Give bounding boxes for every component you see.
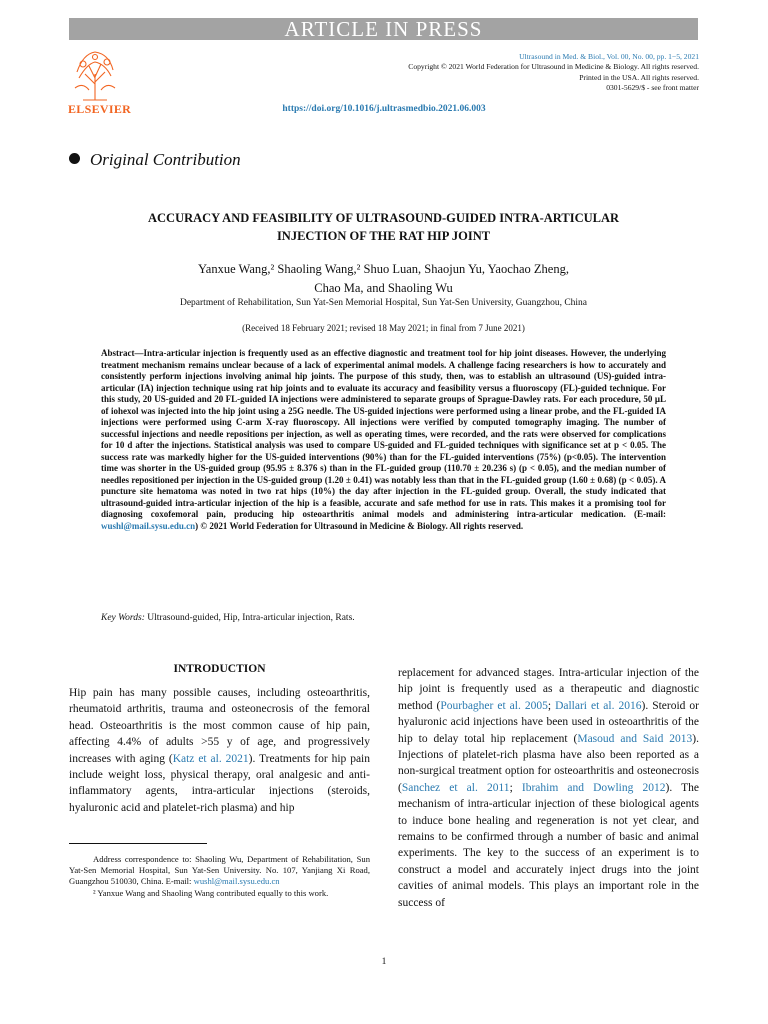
intro-left-column	[69, 685, 370, 816]
citation-link[interactable]: Pourbagher et al. 2005	[440, 699, 548, 712]
intro-text: ). Treatments for hip pain include weight loss, physical therapy, oral analgesic and anti-inflammatory agents, intra-articular injections (steroids, hyaluronic acid and platelet-rich plasma) and hip	[69, 752, 370, 814]
section-label-text: Original Contribution	[90, 150, 241, 169]
title-line: ACCURACY AND FEASIBILITY OF ULTRASOUND-GUIDED INTRA-ARTICULAR	[147, 211, 620, 225]
intro-text: Hip pain has many possible causes, including osteoarthritis, rheumatoid arthritis, trauma and osteonecrosis of the femoral head. Osteoarthritis is the most common cause of hip pain, affecting 4.4% of adults >55 y of age, and progressively increases with aging (	[69, 687, 370, 765]
issn-line: 0301-5629/$ - see front matter	[606, 82, 699, 92]
article-title	[69, 209, 698, 245]
abstract-text: Abstract—Intra-articular injection is frequently used as an effective diagnostic and treatment tool for hip joint diseases. However, the underlying treatment mechanism remains unclear because of a lack of experimental animal models. A challenge facing researchers is how to accurately and consistently perform injections involving animal hip joints. The purpose of this study, then, was to establish an ultrasound (US)-guided intra-articular (IA) injection technique using rat hip joints and to evaluate its accuracy and feasibility versus a fluoroscopy (FL)-guided technique. For this study, 20 US-guided and 20 FL-guided IA injections were administered to separate groups of Sprague-Dawley rats. For each procedure, 50 μL of iohexol was injected into the hip joint using a 25G needle. The US-guided injections were performed using a linear probe, and the FL-guided IA injections were performed using C-arm X-ray fluoroscopy. All injections were verified by computed tomography imaging. The number of successful injections and needle repositions per injection, as well as operating times, were recorded, and the rats were observed for complications for 10 d after the injections. Statistical analysis was used to compare US-guided and FL-guided techniques with significance set at p < 0.05. The success rate was markedly higher for the US-guided interventions (90%) than for the FL-guided interventions (75%) (p<0.05). The intervention time was shorter in the US-guided group (95.95 ± 8.376 s) than in the FL-guided group (110.70 ± 20.236 s) (p < 0.05), and the median number of needles repositioned per injection in the US-guided group (1.20 ± 0.41) was notably less than that in the FL-guided group (1.60 ± 0.68) (p < 0.05). A puncture site hematoma was noted in two rat hips (10%) the day after injection in the FL-guided group. Overall, the study indicated that ultrasound-guided intra-articular injection of the hip is a feasible, accurate and safe method for use in rats. This makes it a promising tool for diagnosing coxofemoral pain, producing hip osteoarthritis animal models and administering intra-articular medication. (E-mail:	[101, 348, 666, 519]
citation-link[interactable]: Dallari et al. 2016	[555, 699, 642, 712]
keywords-label: Key Words:	[101, 613, 145, 623]
affiliation: Department of Rehabilitation, Sun Yat-Sen Memorial Hospital, Sun Yat-Sen University, Guangzhou, China	[179, 298, 588, 308]
footnote-divider	[69, 843, 207, 844]
intro-text: ;	[509, 781, 522, 794]
elsevier-wordmark: ELSEVIER	[68, 102, 132, 116]
abstract	[101, 348, 666, 532]
citation-link[interactable]: Ibrahim and Dowling 2012	[521, 781, 666, 794]
intro-text: ). Injections of platelet-rich plasma have also been reported as a non-surgical treatment option for osteoarthritis and osteonecrosis (	[398, 732, 699, 794]
page-number: 1	[381, 957, 387, 967]
doi-link[interactable]: https://doi.org/10.1016/j.ultrasmedbio.2021.06.003	[282, 104, 486, 114]
intro-text: replacement for advanced stages. Intra-articular injection of the hip joint is frequently used as a therapeutic and diagnostic method (	[398, 667, 699, 712]
copyright-line: Copyright © 2021 World Federation for Ultrasound in Medicine & Biology. All rights reserved.	[408, 62, 699, 72]
footnote-equal-contribution: ² Yanxue Wang and Shaoling Wang contributed equally to this work.	[93, 887, 329, 898]
journal-info	[408, 52, 699, 93]
intro-right-column	[398, 665, 699, 911]
citation-link[interactable]: Sanchez et al. 2011	[401, 781, 510, 794]
keywords	[101, 613, 666, 623]
authors-line: Chao Ma, and Shaoling Wu	[314, 281, 453, 295]
intro-text: ). The mechanism of intra-articular injection of these biological agents to induce bone healing and regeneration is not yet clear, and remains to be confirmed through a number of basic and animal experiments. The key to the success of an experiment is to construct a model and accurately inject drugs into the joint cavities of animal models. This plays an important role in the success of	[398, 781, 699, 909]
author-list	[69, 260, 698, 298]
bullet-icon	[69, 153, 80, 164]
citation-link[interactable]: Masoud and Said 2013	[577, 732, 693, 745]
article-in-press-banner: ARTICLE IN PRESS	[69, 18, 698, 40]
correspondence-footnote	[69, 854, 370, 899]
authors-line: Yanxue Wang,² Shaoling Wang,² Shuo Luan, Shaojun Yu, Yaochao Zheng,	[198, 262, 569, 276]
keywords-text: Ultrasound-guided, Hip, Intra-articular injection, Rats.	[147, 613, 355, 623]
section-label	[69, 150, 241, 170]
introduction-heading: INTRODUCTION	[173, 663, 266, 675]
intro-text: ;	[547, 699, 556, 712]
journal-citation[interactable]: Ultrasound in Med. & Biol., Vol. 00, No. 00, pp. 1−5, 2021	[519, 52, 699, 61]
intro-text: ). Steroid or hyaluronic acid injections have been used in osteoarthritis of the hip to delay total hip replacement (	[398, 699, 699, 745]
title-line: INJECTION OF THE RAT HIP JOINT	[276, 229, 491, 243]
footnote-text: Address correspondence to: Shaoling Wu, Department of Rehabilitation, Sun Yat-Sen Memorial Hospital, Sun Yat-Sen University. No. 107, Yanjiang Xi Road, Guangzhou 510030, China. E-mail:	[69, 854, 370, 887]
printed-line: Printed in the USA. All rights reserved.	[579, 72, 699, 82]
abstract-email-link[interactable]: wushl@mail.sysu.edu.cn	[101, 520, 196, 531]
received-dates: (Received 18 February 2021; revised 18 May 2021; in final from 7 June 2021)	[242, 323, 525, 333]
abstract-closing: ) © 2021 World Federation for Ultrasound in Medicine & Biology. All rights reserved.	[195, 520, 524, 531]
citation-link[interactable]: Katz et al. 2021	[172, 752, 249, 765]
footnote-email-link[interactable]: wushl@mail.sysu.edu.cn	[193, 876, 280, 887]
